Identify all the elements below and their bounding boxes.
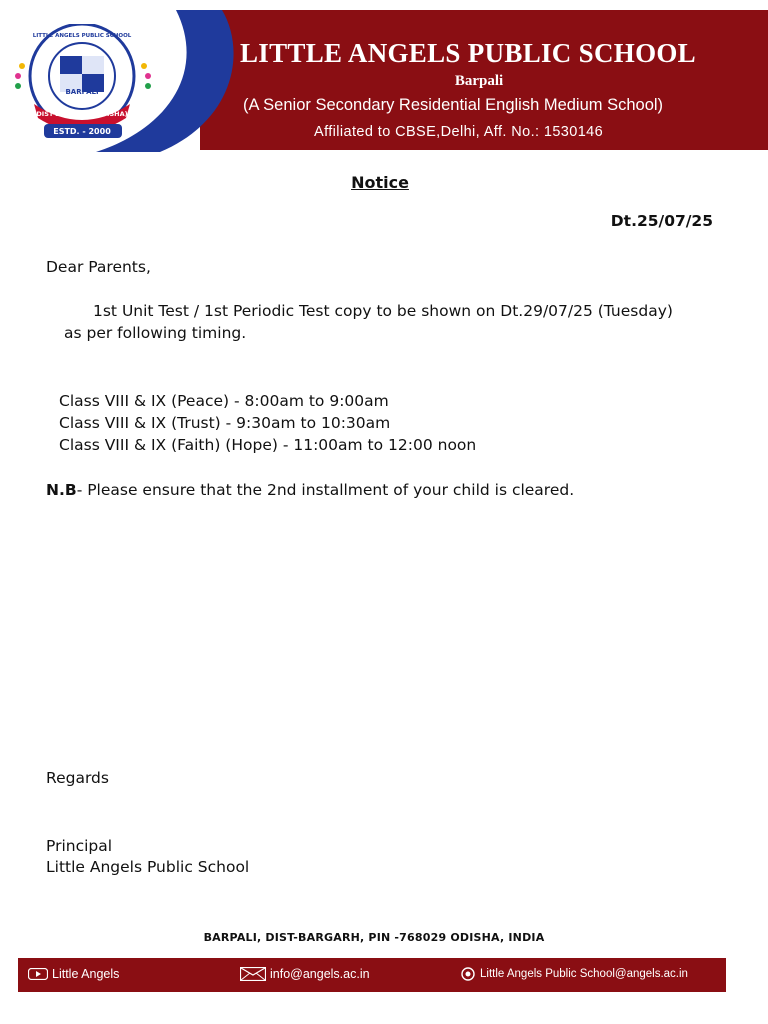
email-label: info@angels.ac.in	[270, 967, 370, 981]
timing-line: Class VIII & IX (Trust) - 9:30am to 10:30am	[59, 414, 391, 432]
footer-email[interactable]	[240, 967, 370, 981]
body-line-2: as per following timing.	[64, 324, 247, 342]
timing-line: Class VIII & IX (Faith) (Hope) - 11:00am to 12:00 noon	[59, 436, 477, 454]
school-place: Barpali	[454, 73, 504, 89]
nb-label: N.B	[46, 481, 77, 499]
footer-social[interactable]	[460, 967, 688, 981]
notice-date: Dt.25/07/25	[610, 212, 713, 230]
logo-bottom-text: DIST-BARGARH (ODISHA)	[36, 110, 128, 118]
logo-center-text: BARPALI	[65, 88, 99, 96]
social-label: Little Angels Public School@angels.ac.in	[480, 968, 688, 980]
footer-bar	[18, 958, 726, 992]
notice-title: Notice	[351, 173, 409, 192]
nb-note	[46, 481, 574, 499]
youtube-icon	[28, 968, 48, 980]
footer-address: BARPALI, DIST-BARGARH, PIN -768029 ODISHA, INDIA	[203, 931, 545, 944]
school-subtitle: (A Senior Secondary Residential English Medium School)	[243, 96, 664, 114]
school-name: LITTLE ANGELS PUBLIC SCHOOL	[240, 38, 696, 68]
school-logo	[14, 24, 152, 142]
logo-top-text: LITTLE ANGELS PUBLIC SCHOOL	[32, 33, 132, 39]
facebook-icon	[460, 967, 476, 981]
footer-youtube[interactable]	[28, 967, 119, 981]
regards: Regards	[46, 769, 109, 787]
signatory-title: Principal	[46, 837, 113, 855]
nb-text: - Please ensure that the 2nd installment of your child is cleared.	[76, 481, 575, 499]
logo-established: ESTD. - 2000	[53, 127, 111, 136]
body-line-1: 1st Unit Test / 1st Periodic Test copy to be shown on Dt.29/07/25 (Tuesday)	[93, 302, 673, 320]
timing-line: Class VIII & IX (Peace) - 8:00am to 9:00am	[59, 392, 389, 410]
greeting: Dear Parents,	[46, 258, 151, 276]
mail-icon	[240, 967, 266, 981]
school-affiliation: Affiliated to CBSE,Delhi, Aff. No.: 1530146	[314, 124, 604, 140]
letterhead	[0, 10, 768, 152]
youtube-label: Little Angels	[52, 967, 120, 981]
signatory-org: Little Angels Public School	[46, 858, 250, 876]
